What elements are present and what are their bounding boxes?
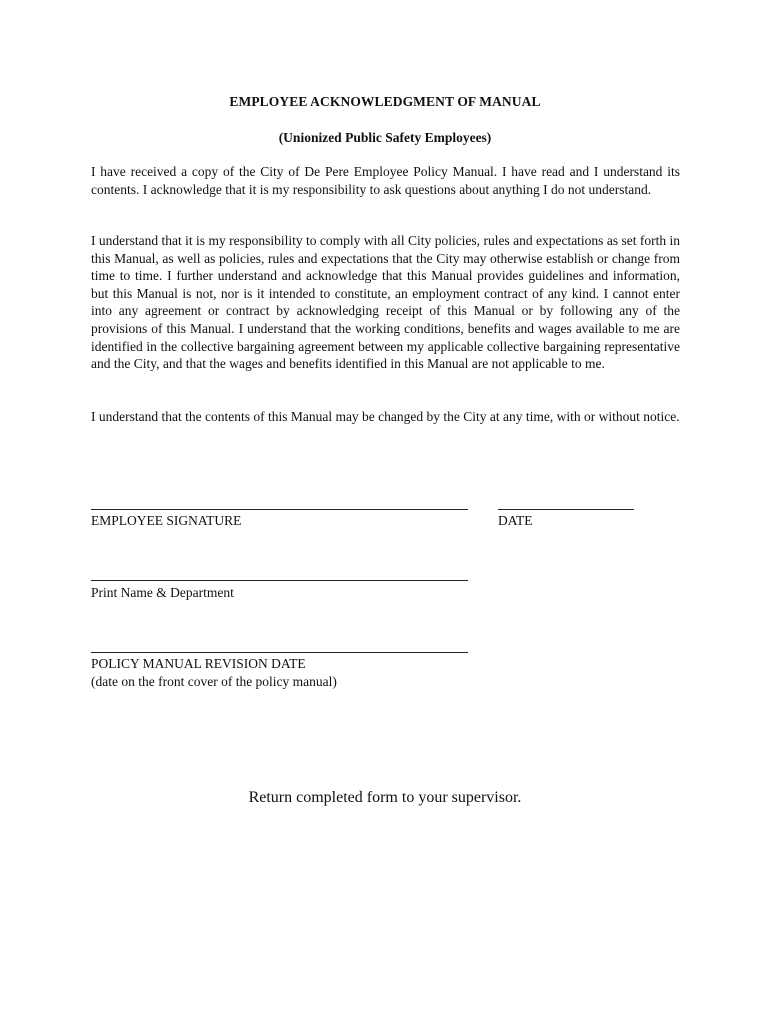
return-instruction: Return completed form to your supervisor. bbox=[248, 789, 522, 806]
paragraph-compliance: I understand that it is my responsibility to comply with all City policies, rules and expectations as set forth in this Manual, as well as policies, rules and expectations that the City may otherwise establish or change from time to time. I further understand and acknowledge that this Manual provides guidelines and information, but this Manual is not, nor is it intended to constitute, an employment contract of any kind. I cannot enter into any agreement or contract by acknowledging receipt of this Manual or by following any of the provisions of this Manual. I understand that the working conditions, benefits and wages available to me are identified in the collective bargaining agreement between my applicable collective bargaining representative and the City, and that the wages and benefits identified in this Manual are not applicable to me. bbox=[91, 233, 680, 372]
document-subtitle: (Unionized Public Safety Employees) bbox=[278, 130, 492, 145]
revision-date-label: POLICY MANUAL REVISION DATE bbox=[91, 656, 306, 671]
revision-date-hint: (date on the front cover of the policy manual) bbox=[91, 674, 337, 689]
employee-signature-label: EMPLOYEE SIGNATURE bbox=[91, 513, 242, 528]
print-name-label: Print Name & Department bbox=[91, 585, 234, 600]
document-title: EMPLOYEE ACKNOWLEDGMENT OF MANUAL bbox=[229, 94, 541, 109]
employee-signature-field[interactable] bbox=[91, 509, 468, 510]
paragraph-receipt: I have received a copy of the City of De Pere Employee Policy Manual. I have read and I understand its contents. I acknowledge that it is my responsibility to ask questions about anything I do not understand. bbox=[91, 164, 680, 197]
date-label: DATE bbox=[498, 513, 533, 528]
paragraph-changes: I understand that the contents of this Manual may be changed by the City at any time, with or without notice. bbox=[91, 409, 680, 424]
date-field[interactable] bbox=[498, 509, 634, 510]
revision-date-field[interactable] bbox=[91, 652, 468, 653]
print-name-field[interactable] bbox=[91, 580, 468, 581]
